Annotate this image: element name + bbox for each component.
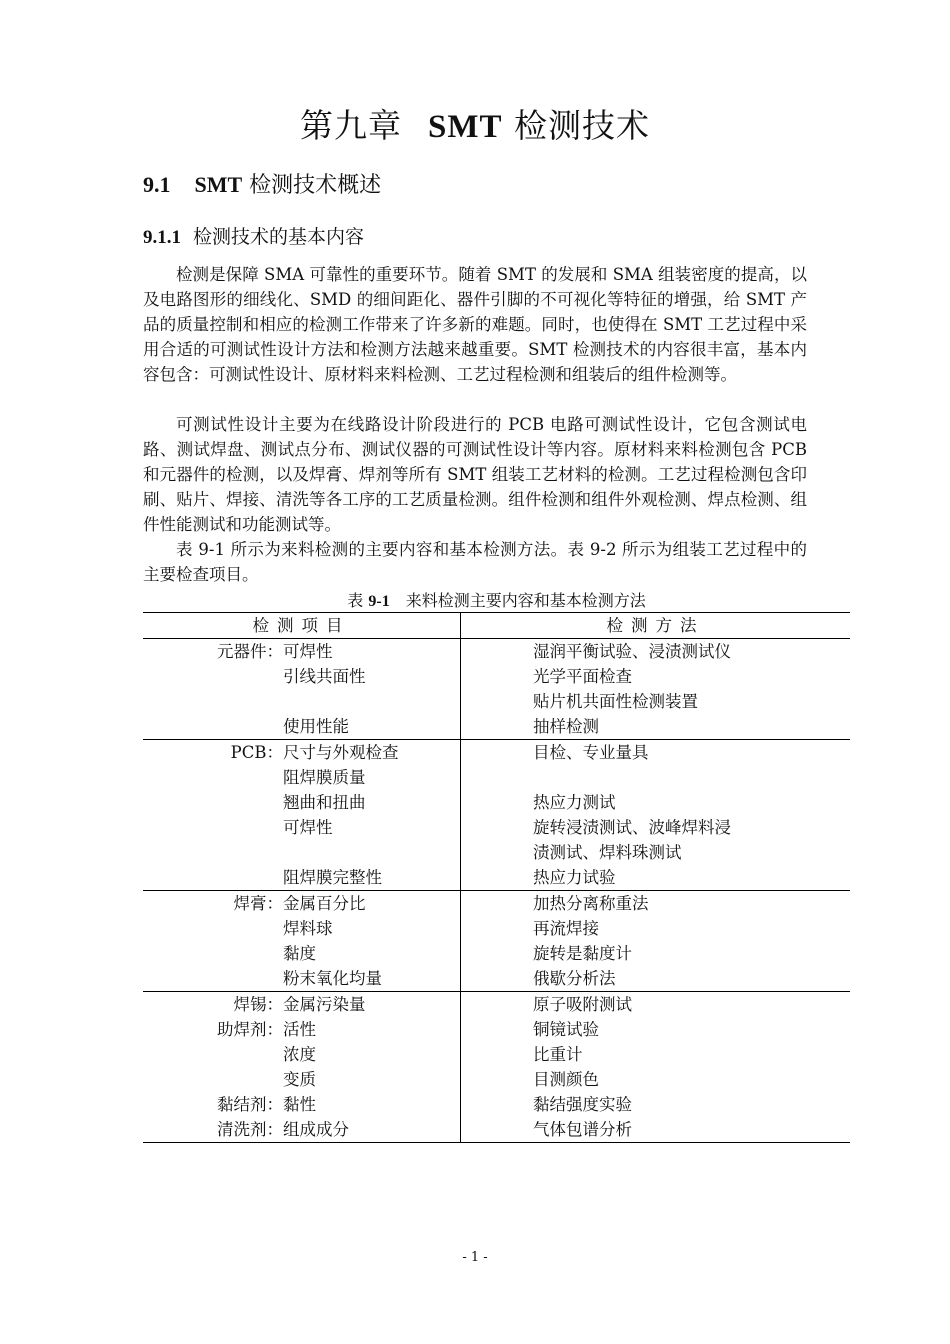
row-category xyxy=(143,865,283,891)
table-row xyxy=(143,689,850,714)
header-item: 检测项目 xyxy=(143,613,461,639)
subsection-title: 检测技术的基本内容 xyxy=(187,226,365,248)
row-method: 俄歇分析法 xyxy=(533,969,616,988)
row-item: 尺寸与外观检查 xyxy=(283,740,461,766)
table-group xyxy=(143,992,850,1143)
row-item: 浓度 xyxy=(283,1042,461,1067)
row-method: 黏结强度实验 xyxy=(533,1095,632,1114)
row-category: 助焊剂： xyxy=(217,1020,283,1039)
row-method: 热应力测试 xyxy=(533,793,616,812)
row-method: 光学平面检查 xyxy=(533,667,632,686)
table-row xyxy=(143,865,850,891)
row-item: 变质 xyxy=(283,1067,461,1092)
table-row xyxy=(143,1042,850,1067)
chapter-number: 第九章 xyxy=(299,106,402,145)
row-category: 黏结剂： xyxy=(217,1095,283,1114)
row-category: 焊膏： xyxy=(233,894,283,913)
row-item: 引线共面性 xyxy=(283,664,461,689)
row-method: 旋转浸渍测试、波峰焊料浸 xyxy=(533,818,731,837)
row-category: 焊锡： xyxy=(233,995,283,1014)
section-title-text: 检测技术概述 xyxy=(242,173,382,198)
table-row xyxy=(143,840,850,865)
row-category xyxy=(143,1042,283,1067)
row-method: 加热分离称重法 xyxy=(533,894,649,913)
row-method: 旋转是黏度计 xyxy=(533,944,632,963)
row-item: 活性 xyxy=(283,1017,461,1042)
row-method: 目测颜色 xyxy=(533,1070,599,1089)
table-group xyxy=(143,740,850,891)
row-method: 渍测试、焊料珠测试 xyxy=(533,843,682,862)
row-item: 可焊性 xyxy=(283,815,461,840)
table-caption-text: 来料检测主要内容和基本检测方法 xyxy=(389,591,646,610)
table-row xyxy=(143,1092,850,1117)
paragraph: 检测是保障 SMA 可靠性的重要环节。随着 SMT 的发展和 SMA 组装密度的提高，以及电路图形的细线化、SMD 的细间距化、器件引脚的不可视化等特征的增强，给 SMT 产品的质量控制和相应的检测工作带来了许多新的难题。同时，也使得在 SMT 工艺过程中采用合适的可测试性设计方法和检测方法越来越重要。SMT 检测技术的内容很丰富，基本内容包含：可测试性设计、原材料来料检测、工艺过程检测和组装后的组件检测等。 xyxy=(143,265,807,384)
table-row xyxy=(143,966,850,992)
row-category: 元器件： xyxy=(217,642,283,661)
paragraph: 表 9-1 所示为来料检测的主要内容和基本检测方法。表 9-2 所示为组装工艺过程中的主要检查项目。 xyxy=(143,540,807,584)
row-method: 热应力试验 xyxy=(533,868,616,887)
row-item: 阻焊膜质量 xyxy=(283,765,461,790)
page-number: - 1 - xyxy=(462,1250,488,1265)
row-method: 湿润平衡试验、浸渍测试仪 xyxy=(533,642,731,661)
table-row xyxy=(143,639,850,665)
row-item: 组成成分 xyxy=(283,1117,461,1143)
table-row xyxy=(143,815,850,840)
row-method: 抽样检测 xyxy=(533,717,599,736)
table-row xyxy=(143,916,850,941)
row-method: 气体包谱分析 xyxy=(533,1120,632,1139)
row-category: PCB： xyxy=(230,743,283,762)
table-row xyxy=(143,1117,850,1143)
table-caption-prefix: 表 xyxy=(347,591,369,610)
table-row xyxy=(143,1067,850,1092)
table-row xyxy=(143,664,850,689)
chapter-title-bold: SMT xyxy=(427,109,503,145)
section-heading xyxy=(143,168,381,199)
row-item: 可焊性 xyxy=(283,639,461,665)
row-category xyxy=(143,815,283,840)
subsection-number: 9.1.1 xyxy=(143,227,181,248)
row-method: 原子吸附测试 xyxy=(533,995,632,1014)
row-method: 贴片机共面性检测装置 xyxy=(533,692,698,711)
row-category xyxy=(143,1067,283,1092)
paragraph: 可测试性设计主要为在线路设计阶段进行的 PCB 电路可测试性设计，它包含测试电路、测试焊盘、测试点分布、测试仪器的可测试性设计等内容。原材料来料检测包含 PCB 和元器件的检测，以及焊膏、焊剂等所有 SMT 组装工艺材料的检测。工艺过程检测包含印刷、贴片、焊接、清洗等各工序的工艺质量检测。组件检测和组件外观检测、焊点检测、组件性能测试和功能测试等。 xyxy=(143,415,807,534)
table-row xyxy=(143,941,850,966)
row-item: 粉末氧化均量 xyxy=(283,966,461,992)
row-item: 焊料球 xyxy=(283,916,461,941)
header-method: 检测方法 xyxy=(606,616,705,635)
section-title-bold: SMT xyxy=(194,172,243,197)
table-header-row xyxy=(143,613,850,639)
row-category: 清洗剂： xyxy=(217,1120,283,1139)
table-row xyxy=(143,790,850,815)
row-method: 目检、专业量具 xyxy=(533,743,649,762)
row-category xyxy=(143,689,283,714)
row-category xyxy=(143,664,283,689)
table-row xyxy=(143,714,850,740)
chapter-title xyxy=(0,100,950,147)
row-item: 使用性能 xyxy=(283,714,461,740)
row-method xyxy=(461,765,851,790)
row-method: 比重计 xyxy=(533,1045,583,1064)
row-item xyxy=(283,840,461,865)
table-row xyxy=(143,992,850,1018)
row-item: 金属百分比 xyxy=(283,891,461,917)
table-row xyxy=(143,765,850,790)
row-category xyxy=(143,765,283,790)
row-item xyxy=(283,689,461,714)
table-row xyxy=(143,740,850,766)
table-group xyxy=(143,891,850,992)
table-caption xyxy=(143,588,850,611)
row-method: 再流焊接 xyxy=(533,919,599,938)
row-item: 黏性 xyxy=(283,1092,461,1117)
row-category xyxy=(143,941,283,966)
row-item: 金属污染量 xyxy=(283,992,461,1018)
row-category xyxy=(143,790,283,815)
row-method: 铜镜试验 xyxy=(533,1020,599,1039)
row-category xyxy=(143,966,283,992)
row-category xyxy=(143,714,283,740)
row-item: 翘曲和扭曲 xyxy=(283,790,461,815)
table-row xyxy=(143,1017,850,1042)
row-item: 阻焊膜完整性 xyxy=(283,865,461,891)
inspection-table xyxy=(143,612,850,1143)
chapter-title-text: 检测技术 xyxy=(502,106,650,145)
section-number: 9.1 xyxy=(143,172,171,197)
table-group xyxy=(143,639,850,740)
subsection-heading xyxy=(143,222,364,249)
row-category xyxy=(143,916,283,941)
row-category xyxy=(143,840,283,865)
table-caption-number: 9-1 xyxy=(368,593,390,610)
table-row xyxy=(143,891,850,917)
row-item: 黏度 xyxy=(283,941,461,966)
